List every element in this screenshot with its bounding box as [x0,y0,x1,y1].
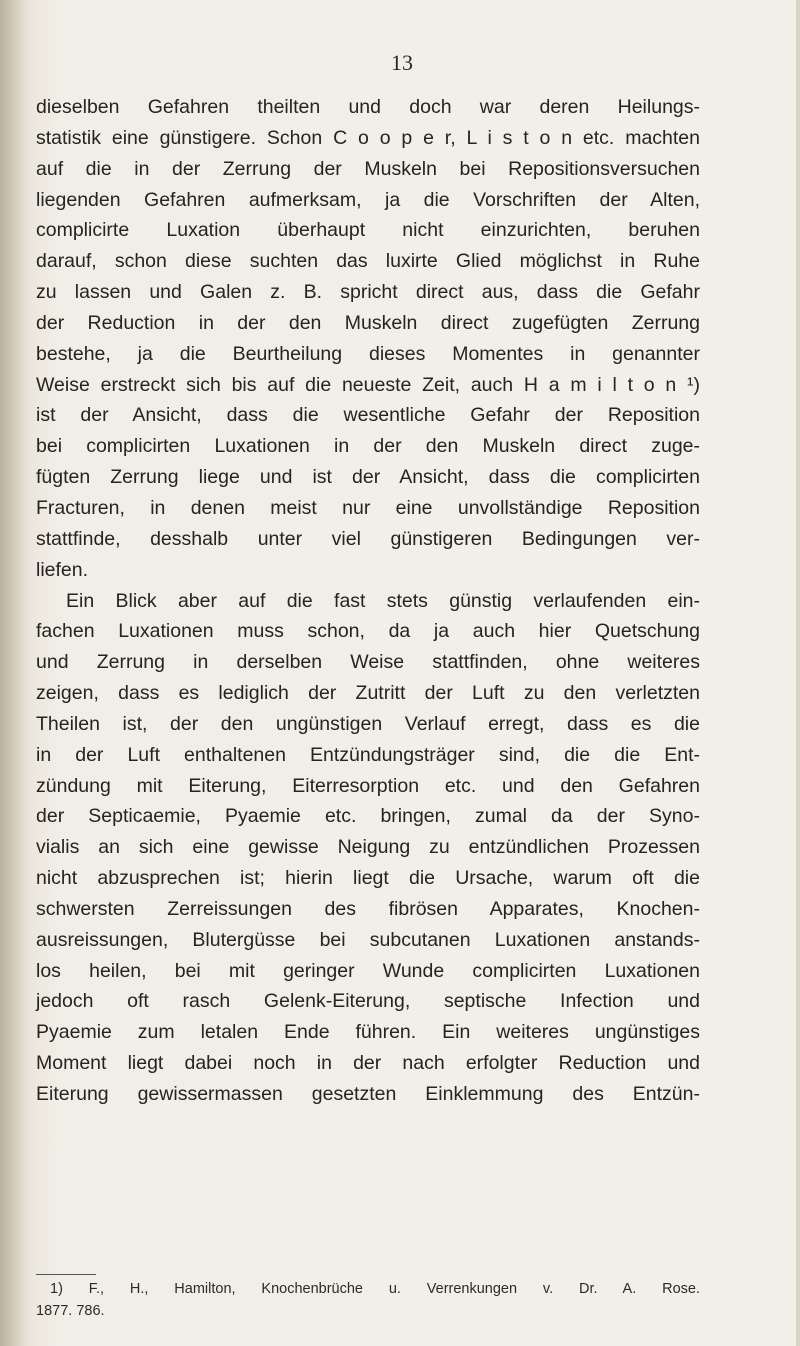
footnote-line: 1) F., H., Hamilton, Knochenbrüche u. Verrenkungen v. Dr. A. Rose. [50,1281,700,1297]
text-line: complicirte Luxation überhaupt nicht einzurichten, beruhen [36,219,700,242]
text-line: auf die in der Zerrung der Muskeln bei Repositionsversuchen [36,157,700,180]
text-line: statistik eine günstigere. Schon C o o p e r, L i s t o n etc. machten [36,126,700,149]
text-line: bei complicirten Luxationen in der den Muskeln direct zuge- [36,435,700,458]
text-line: liegenden Gefahren aufmerksam, ja die Vorschriften der Alten, [36,188,700,211]
text-line: stattfinde, desshalb unter viel günstigeren Bedingungen ver- [36,527,700,550]
text-line: zu lassen und Galen z. B. spricht direct aus, dass die Gefahr [36,281,700,304]
text-line: bestehe, ja die Beurtheilung dieses Momentes in genannter [36,342,700,365]
text-line: Weise erstreckt sich bis auf die neueste Zeit, auch H a m i l t o n ¹) [36,373,700,396]
page-edge [796,0,800,1346]
page-number: 13 [391,50,413,75]
footnote [36,1278,700,1322]
text-line: der Septicaemie, Pyaemie etc. bringen, zumal da der Syno- [36,805,700,828]
paragraph-end-line: liefen. [36,558,89,581]
text-line: zeigen, dass es lediglich der Zutritt der Luft zu den verletzten [36,682,700,705]
text-line: ist der Ansicht, dass die wesentliche Gefahr der Reposition [36,404,700,427]
text-line: fachen Luxationen muss schon, da ja auch hier Quetschung [36,620,700,643]
text-line: Pyaemie zum letalen Ende führen. Ein weiteres ungünstiges [36,1021,700,1044]
text-line: nicht abzusprechen ist; hierin liegt die Ursache, warum oft die [36,867,700,890]
text-line: darauf, schon diese suchten das luxirte Glied möglichst in Ruhe [36,250,700,273]
text-line: Fracturen, in denen meist nur eine unvollständige Reposition [36,496,700,519]
text-line: Eiterung gewissermassen gesetzten Einklemmung des Entzün- [36,1083,700,1105]
binding-edge [0,0,26,1346]
text-line: zündung mit Eiterung, Eiterresorption etc. und den Gefahren [36,774,700,797]
text-line: in der Luft enthaltenen Entzündungsträger sind, die die Ent- [36,743,700,766]
text-line: der Reduction in der den Muskeln direct zugefügten Zerrung [36,311,700,334]
text-line: dieselben Gefahren theilten und doch war deren Heilungs- [36,96,700,118]
text-line: und Zerrung in derselben Weise stattfinden, ohne weiteres [36,651,700,674]
body-text [36,92,700,1110]
text-line: schwersten Zerreissungen des fibrösen Apparates, Knochen- [36,897,700,920]
text-line: Moment liegt dabei noch in der nach erfolgter Reduction und [36,1052,700,1075]
footnote-line: 1877. 786. [36,1303,105,1319]
text-line: ausreissungen, Blutergüsse bei subcutanen Luxationen anstands- [36,928,700,951]
text-line: Theilen ist, der den ungünstigen Verlauf erregt, dass es die [36,712,700,735]
footnote-divider [36,1274,96,1275]
text-line: vialis an sich eine gewisse Neigung zu entzündlichen Prozessen [36,836,700,859]
text-line: fügten Zerrung liege und ist der Ansicht, dass die complicirten [36,466,700,489]
paragraph-start-line: Ein Blick aber auf die fast stets günstig verlaufenden ein- [66,589,700,612]
text-line: los heilen, bei mit geringer Wunde complicirten Luxationen [36,959,700,982]
text-line: jedoch oft rasch Gelenk-Eiterung, septische Infection und [36,990,700,1013]
